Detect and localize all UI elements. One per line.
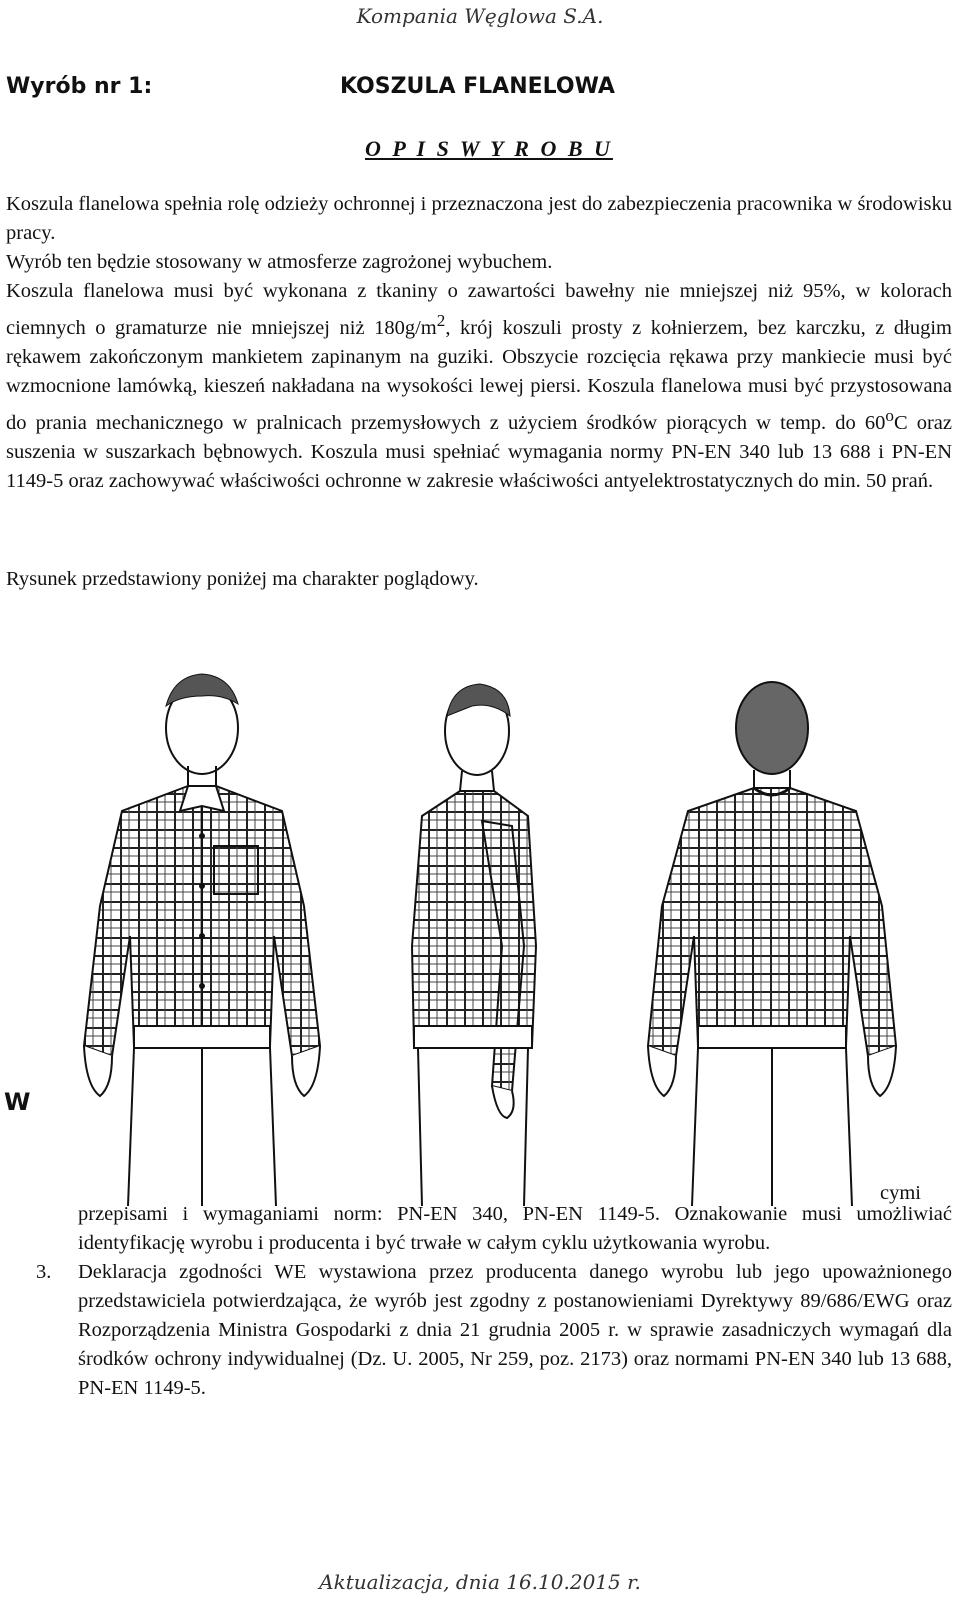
list-item-2-continuation: przepisami i wymaganiami norm: PN-EN 340, PN-EN 1149-5. Oznakowanie musi umożliwiać identyfikację wyrobu i producenta i być trwałe w całym cyklu użytkowania wyrobu. <box>78 1203 952 1254</box>
list-item-3 <box>36 1258 952 1403</box>
description-paragraph-3 <box>6 277 952 496</box>
superscript-square: 2 <box>436 311 446 330</box>
description-paragraph-2: Wyrób ten będzie stosowany w atmosferze zagrożonej wybuchem. <box>6 251 553 273</box>
product-description <box>6 190 952 496</box>
description-text-b: , krój koszuli prosty z kołnierzem, bez karczku, z długim rękawem zakończonym mankietem zapinanym na guziki. Obszycie rozcięcia rękawa przy mankiecie musi być wzmocnione lamówką, kieszeń nakładana na wysokości lewej piersi. Koszula flanelowa musi być przystosowana do prania mechanicznego w pralnicach przemysłowych z użyciem środków piorących w temp. do 60 <box>6 316 952 434</box>
description-text-c: C oraz suszenia w suszarkach bębnowych. Koszula musi spełniać wymagania normy PN-EN 340 lub 13 688 i PN-EN 1149-5 oraz zachowywać właściwości ochronne w zakresie właściwości antyelektrostatycznych do min. 50 prań. <box>6 411 952 492</box>
list-item-text: Deklaracja zgodności WE wystawiona przez producenta danego wyrobu lub jego upoważnionego przedstawiciela potwierdzająca, że wyrób jest zgodny z postanowieniami Dyrektywy 89/686/EWG oraz Rozporządzenia Ministra Gospodarki z dnia 21 grudnia 2005 r. w sprawie zasadniczych wymagań dla środków ochrony indywidualnej (Dz. U. 2005, Nr 259, poz. 2173) oraz normami PN-EN 340 lub 13 688, PN-EN 1149-5. <box>78 1261 952 1399</box>
section-title: O P I S W Y R O B U <box>365 136 613 161</box>
illustration-note: Rysunek przedstawiony poniżej ma charakter poglądowy. <box>6 568 479 590</box>
description-paragraph-1: Koszula flanelowa spełnia rolę odzieży ochronnej i przeznaczona jest do zabezpieczenia pracownika w środowisku pracy. <box>6 193 952 244</box>
list-item-number: 3. <box>36 1261 52 1283</box>
cut-off-text: cymi <box>880 1182 921 1204</box>
description-text-a: Koszula flanelowa musi być wykonana z tkaniny o zawartości bawełny nie mniejszej niż 95%, w kolorach ciemnych o gramaturze nie mniejszej niż 180g/m <box>6 280 952 339</box>
superscript-degree: o <box>885 405 894 425</box>
product-number-label: Wyrób nr 1: <box>6 74 153 99</box>
company-header: Kompania Węglowa S.A. <box>356 4 604 28</box>
product-name: KOSZULA FLANELOWA <box>340 74 615 99</box>
shirt-front-drawing <box>62 646 342 1206</box>
update-footer: Aktualizacja, dnia 16.10.2015 r. <box>319 1570 641 1594</box>
shirt-side-drawing <box>352 646 602 1206</box>
shirt-back-drawing <box>622 646 922 1206</box>
shirt-illustration <box>22 646 940 1206</box>
stray-letter: W <box>4 1088 31 1116</box>
requirements-list <box>36 1200 952 1403</box>
